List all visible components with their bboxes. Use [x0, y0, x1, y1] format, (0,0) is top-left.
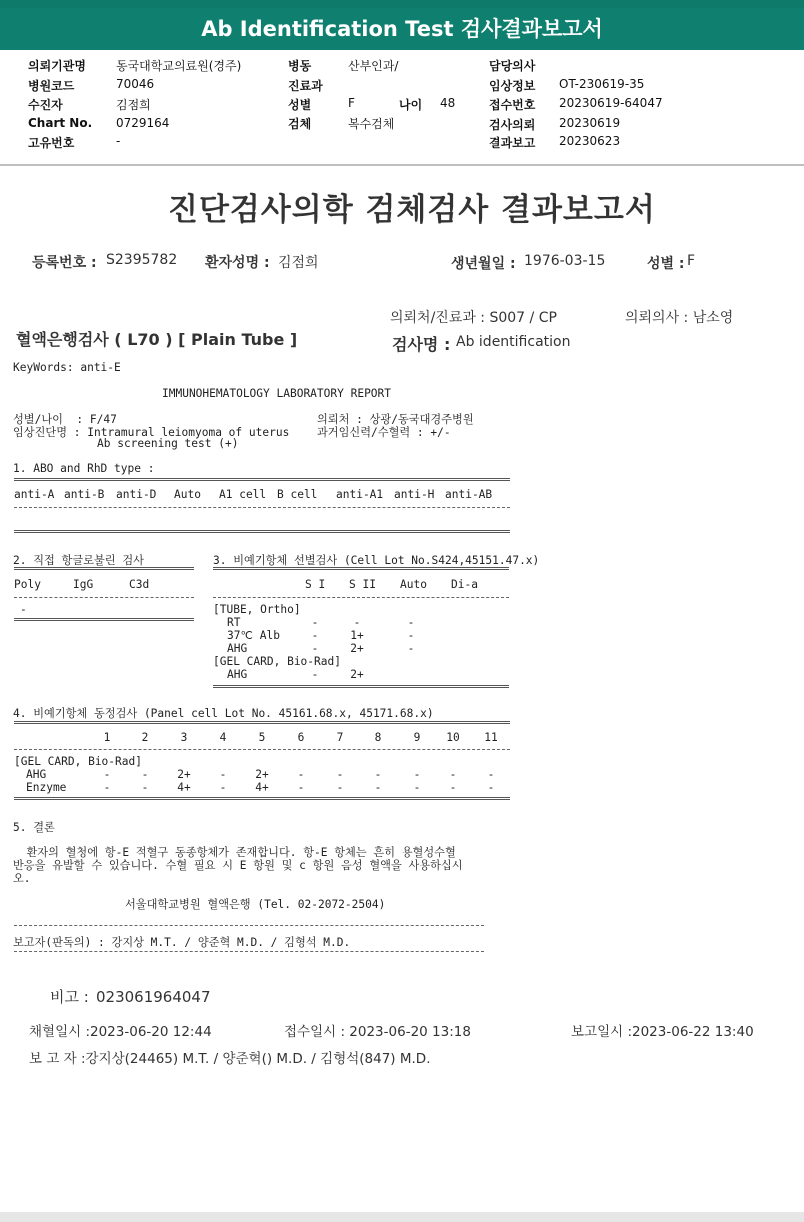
panel-cell: - [487, 768, 495, 781]
abo-col: anti-B [64, 488, 105, 501]
section-3-title: 3. 비예기항체 선별검사 (Cell Lot No.S424,45151.47.x) [213, 554, 540, 567]
note-label: 비고 : [50, 988, 89, 1006]
panel-col: 3 [180, 731, 188, 744]
panel-col: 10 [446, 731, 460, 744]
abo-col: A1 cell [219, 488, 267, 501]
rule [14, 797, 510, 800]
panel-col: 8 [374, 731, 382, 744]
abo-col: anti-AB [445, 488, 493, 501]
header-value: 48 [440, 96, 456, 110]
panel-cell: - [413, 768, 421, 781]
rule [14, 530, 510, 533]
section-2-title: 2. 직접 항글로불린 검사 [13, 554, 144, 567]
receive-time: 접수일시 : 2023-06-20 13:18 [284, 1024, 471, 1040]
section-4-title: 4. 비예기항체 동정검사 (Panel cell Lot No. 45161.68.x, 45171.68.x) [13, 707, 434, 720]
screen-col: Auto [400, 578, 427, 591]
panel-cell: - [336, 768, 344, 781]
panel-cell: - [487, 781, 495, 794]
sex-age: 성별/나이 : F/47 [13, 413, 117, 426]
screen-col: S II [349, 578, 376, 591]
header-value: 복수검체 [348, 117, 395, 131]
header-value: 20230619-64047 [559, 96, 663, 110]
header-label: 병동 [288, 59, 312, 73]
note-value: 023061964047 [96, 988, 211, 1006]
conclusion-line: 반응을 유발할 수 있습니다. 수혈 필요 시 E 항원 및 c 항원 음성 혈액을 사용하십시 [13, 859, 463, 872]
panel-row-label: AHG [26, 768, 47, 781]
section-title: 혈액은행검사 ( L70 ) [ Plain Tube ] [16, 330, 298, 349]
panel-col: 2 [141, 731, 149, 744]
panel-group: [GEL CARD, Bio-Rad] [14, 755, 142, 768]
panel-cell: - [141, 781, 149, 794]
conclusion-line: 오. [13, 872, 31, 885]
panel-cell: 4+ [177, 781, 191, 794]
screen-cell: 2+ [350, 642, 364, 655]
rule [14, 749, 510, 750]
panel-cell: - [449, 768, 457, 781]
panel-col: 11 [484, 731, 498, 744]
panel-cell: - [219, 768, 227, 781]
footer-reporter: 보 고 자 :강지상(24465) M.T. / 양준혁() M.D. / 김형석(847) M.D. [29, 1051, 431, 1067]
header-label: Chart No. [28, 116, 93, 130]
screen-cell: - [407, 629, 415, 642]
rule [213, 567, 509, 570]
header-label: 검체 [288, 117, 312, 131]
rule [213, 597, 509, 598]
section-5-title: 5. 결론 [13, 821, 55, 834]
screen-row-label: AHG [227, 668, 248, 681]
screen-cell: - [311, 616, 319, 629]
top-accent-bar [0, 0, 804, 8]
sex-value: F [687, 253, 696, 269]
diagnosis-line2: Ab screening test (+) [97, 437, 239, 450]
panel-col: 1 [103, 731, 111, 744]
rule [14, 478, 510, 481]
reg-value: S2395782 [106, 252, 178, 268]
test-name-label: 검사명 : [392, 335, 451, 354]
screen-cell: - [353, 616, 361, 629]
report-title: 진단검사의학 검체검사 결과보고서 [168, 192, 656, 228]
header-value: 김점희 [116, 98, 151, 112]
page-title: Ab Identification Test 검사결과보고서 [0, 8, 804, 50]
panel-row-label: Enzyme [26, 781, 67, 794]
institute: 서울대학교병원 혈액은행 (Tel. 02-2072-2504) [125, 898, 386, 911]
panel-col: 6 [297, 731, 305, 744]
diagnosis: 임상진단명 : Intramural leiomyoma of uterus [13, 426, 290, 439]
bottom-edge [0, 1212, 804, 1222]
lab-reporter: 보고자(판독의) : 강지상 M.T. / 양준혁 M.D. / 김형석 M.D. [13, 936, 351, 949]
abo-col: Auto [174, 488, 201, 501]
panel-cell: - [141, 768, 149, 781]
rule [14, 507, 510, 508]
header-value: 산부인과/ [348, 59, 399, 73]
header-value: 동국대학교의료원(경주) [116, 59, 242, 73]
header-label: 접수번호 [489, 98, 536, 112]
panel-cell: - [297, 768, 305, 781]
header-label: 병원코드 [28, 79, 75, 93]
reg-label: 등록번호 : [32, 255, 97, 271]
dat-col: C3d [129, 578, 150, 591]
panel-cell: - [219, 781, 227, 794]
abo-col: anti-A [14, 488, 55, 501]
header-value: - [116, 134, 121, 148]
panel-cell: - [297, 781, 305, 794]
panel-cell: 2+ [255, 768, 269, 781]
screen-group: [GEL CARD, Bio-Rad] [213, 655, 341, 668]
screen-row-label: RT [227, 616, 241, 629]
panel-cell: - [413, 781, 421, 794]
screen-cell: - [311, 668, 319, 681]
screen-group: [TUBE, Ortho] [213, 603, 301, 616]
header-value: 70046 [116, 77, 155, 91]
screen-cell: - [407, 616, 415, 629]
panel-cell: - [336, 781, 344, 794]
rule [14, 618, 194, 621]
header-label: 수진자 [28, 98, 63, 112]
collect-time: 채혈일시 :2023-06-20 12:44 [29, 1024, 212, 1040]
screen-col: Di-a [451, 578, 478, 591]
panel-col: 4 [219, 731, 227, 744]
dob-label: 생년월일 : [451, 256, 516, 272]
abo-col: anti-H [394, 488, 435, 501]
header-value: 20230623 [559, 134, 621, 148]
screen-row-label: AHG [227, 642, 248, 655]
panel-cell: 2+ [177, 768, 191, 781]
screen-cell: 2+ [350, 668, 364, 681]
header-label: 결과보고 [489, 136, 536, 150]
panel-cell: - [374, 768, 382, 781]
header-label: 고유번호 [28, 136, 75, 150]
screen-cell: - [311, 642, 319, 655]
doctor-info: 의뢰의사 : 남소영 [625, 310, 734, 326]
conclusion-line: 환자의 혈청에 항-E 적혈구 동종항체가 존재합니다. 항-E 항체는 흔히 용혈성수혈 [13, 846, 456, 859]
panel-cell: - [449, 781, 457, 794]
rule [14, 567, 194, 570]
rule [14, 925, 484, 926]
screen-col: S I [305, 578, 326, 591]
header-value: 0729164 [116, 116, 170, 130]
panel-col: 5 [258, 731, 266, 744]
header-value: 20230619 [559, 116, 621, 130]
referrer: 의뢰처 : 상광/동국대경주병원 [317, 413, 474, 426]
rule [14, 597, 194, 598]
sex-label: 성별 : [647, 256, 685, 272]
panel-cell: - [103, 768, 111, 781]
screen-cell: - [311, 629, 319, 642]
screen-cell: - [407, 642, 415, 655]
rule [14, 721, 510, 724]
history: 과거임신력/수혈력 : +/- [317, 426, 451, 439]
rule [14, 951, 484, 952]
screen-cell: 1+ [350, 629, 364, 642]
header-value: OT-230619-35 [559, 77, 645, 91]
test-name-value: Ab identification [456, 334, 571, 350]
panel-col: 9 [413, 731, 421, 744]
header-value: F [348, 96, 355, 110]
dat-col: Poly [14, 578, 41, 591]
dob-value: 1976-03-15 [524, 253, 606, 269]
header-label: 진료과 [288, 79, 323, 93]
panel-cell: - [374, 781, 382, 794]
panel-cell: 4+ [255, 781, 269, 794]
dept-info: 의뢰처/진료과 : S007 / CP [390, 310, 557, 326]
dat-value: - [20, 603, 27, 616]
header-label: 나이 [399, 98, 423, 112]
header-label: 검사의뢰 [489, 118, 536, 132]
panel-col: 7 [336, 731, 344, 744]
abo-col: B cell [277, 488, 318, 501]
lab-heading: IMMUNOHEMATOLOGY LABORATORY REPORT [162, 387, 392, 400]
patient-name-value: 김점희 [278, 255, 319, 271]
abo-col: anti-A1 [336, 488, 384, 501]
header-label: 의뢰기관명 [28, 59, 86, 73]
section-1-title: 1. ABO and RhD type : [13, 462, 155, 475]
dat-col: IgG [73, 578, 94, 591]
header-label: 임상정보 [489, 79, 536, 93]
panel-cell: - [103, 781, 111, 794]
rule [213, 685, 509, 688]
screen-row-label: 37℃ Alb [227, 629, 280, 642]
report-time: 보고일시 :2023-06-22 13:40 [571, 1024, 754, 1040]
header-label: 담당의사 [489, 59, 536, 73]
header-label: 성별 [288, 98, 312, 112]
patient-name-label: 환자성명 : [205, 255, 270, 271]
abo-col: anti-D [116, 488, 157, 501]
keywords: KeyWords: anti-E [13, 361, 121, 374]
